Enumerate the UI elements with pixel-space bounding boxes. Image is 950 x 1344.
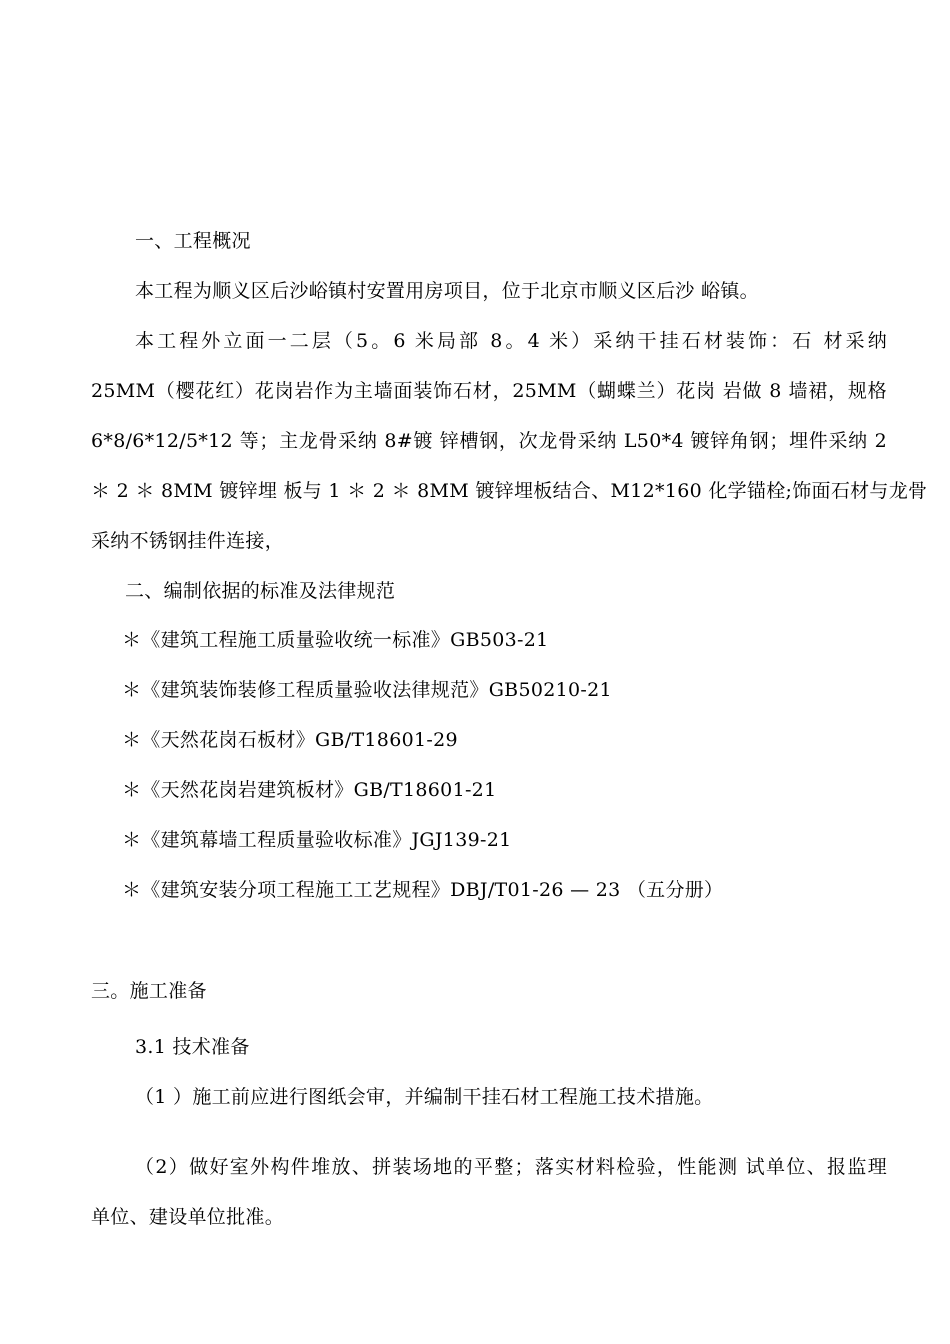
subsection-heading-technical: 3.1 技术准备 <box>135 1036 250 1058</box>
paragraph-drawing-review: （1 ）施工前应进行图纸会审，并编制干挂石材工程施工技术措施。 <box>135 1086 714 1108</box>
paragraph-facade-line-4: ＊ 2 ＊ 8MM 镀锌埋 板与 1 ＊ 2 ＊ 8MM 镀锌埋板结合、M12*160 化学锚栓;饰面石材与龙骨 <box>91 480 928 502</box>
paragraph-site-prep-line-1: （2）做好室外构件堆放、拼装场地的平整；落实材料检验，性能测 试单位、报监理 <box>135 1156 887 1178</box>
paragraph-site-prep-line-2: 单位、建设单位批准。 <box>91 1206 285 1228</box>
standard-item: ＊《建筑安装分项工程施工工艺规程》DBJ/T01-26 — 23 （五分册） <box>122 879 724 901</box>
standard-item: ＊《天然花岗石板材》GB/T18601-29 <box>122 729 458 751</box>
standard-item: ＊《建筑幕墙工程质量验收标准》JGJ139-21 <box>122 829 512 851</box>
section-heading-standards: 二、编制依据的标准及法律规范 <box>125 580 396 602</box>
paragraph-facade-line-2: 25MM（樱花红）花岗岩作为主墙面装饰石材，25MM（蝴蝶兰）花岗 岩做 8 墙裙，规格 <box>91 380 887 402</box>
standard-item: ＊《天然花岗岩建筑板材》GB/T18601-21 <box>122 779 497 801</box>
section-heading-preparation: 三。施工准备 <box>91 980 207 1002</box>
paragraph-facade-line-5: 采纳不锈钢挂件连接， <box>91 530 285 552</box>
paragraph-facade-line-1: 本工程外立面一二层（5。6 米局部 8。4 米）采纳干挂石材装饰：石 材采纳 <box>135 330 887 352</box>
paragraph-project-location: 本工程为顺义区后沙峪镇村安置用房项目，位于北京市顺义区后沙 峪镇。 <box>135 280 759 302</box>
paragraph-facade-line-3: 6*8/6*12/5*12 等；主龙骨采纳 8#镀 锌槽钢，次龙骨采纳 L50*4 镀锌角钢；埋件采纳 2 <box>91 430 887 452</box>
standard-item: ＊《建筑装饰装修工程质量验收法律规范》GB50210-21 <box>122 679 612 701</box>
standard-item: ＊《建筑工程施工质量验收统一标准》GB503-21 <box>122 629 549 651</box>
section-heading-overview: 一、工程概况 <box>135 230 251 252</box>
